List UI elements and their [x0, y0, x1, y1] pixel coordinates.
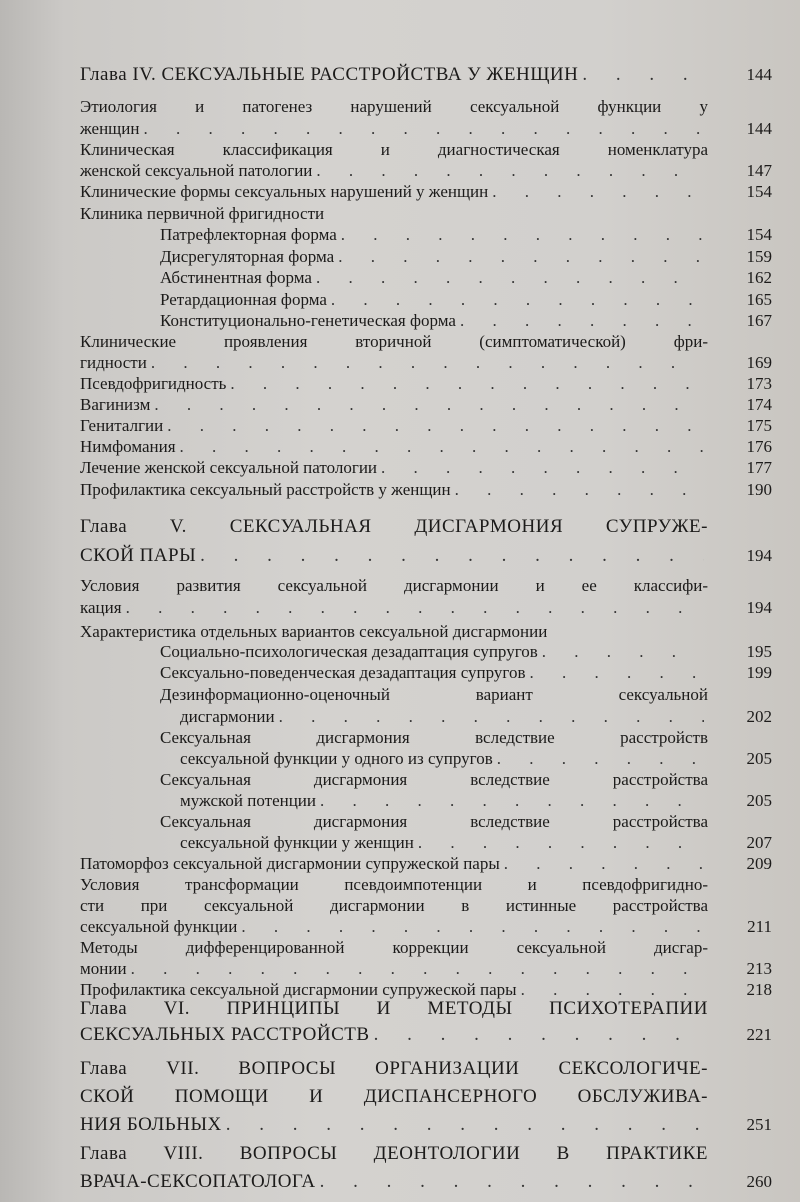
toc-subentry-line	[160, 641, 708, 663]
toc-text: гидности	[80, 353, 147, 372]
toc-text: мужской потенции	[180, 791, 316, 810]
page-number: 174	[746, 395, 772, 414]
toc-text: Сексуальная дисгармония вследствие расстройств	[160, 728, 708, 747]
leader-dots	[338, 246, 704, 268]
toc-text: Конституционально-генетическая форма	[160, 311, 456, 330]
toc-entry-line	[80, 937, 708, 959]
toc-entry-line	[80, 118, 708, 140]
page-number: 154	[746, 225, 772, 244]
toc-text: СКОЙ ПОМОЩИ И ДИСПАНСЕРНОГО ОБСЛУЖИВА-	[80, 1086, 708, 1107]
leader-dots	[492, 181, 704, 203]
page-number: 207	[746, 833, 772, 852]
chapter-heading-line	[80, 545, 708, 567]
page-number: 194	[746, 598, 772, 617]
leader-dots	[374, 1024, 704, 1046]
page-number: 144	[746, 119, 772, 138]
toc-text: кация	[80, 598, 122, 617]
toc-entry-line	[80, 352, 708, 374]
toc-text: женской сексуальной патологии	[80, 161, 313, 180]
leader-dots	[279, 706, 704, 728]
leader-dots	[126, 597, 704, 619]
chapter-heading-line	[80, 1143, 708, 1165]
toc-subentry-line	[160, 246, 708, 268]
toc-entry-line	[80, 621, 708, 643]
toc-text: Клиническая классификация и диагностическая номенклатура	[80, 140, 708, 159]
toc-entry-line	[80, 895, 708, 917]
toc-subentry-line	[160, 310, 708, 332]
toc-text: Этиология и патогенез нарушений сексуальной функции у	[80, 97, 708, 116]
toc-text: Социально-психологическая дезадаптация супругов	[160, 642, 538, 661]
toc-text: Вагинизм	[80, 395, 151, 414]
toc-subentry-line	[180, 790, 708, 812]
leader-dots	[331, 289, 704, 311]
toc-subentry-line	[180, 832, 708, 854]
page-number: 202	[746, 707, 772, 726]
page-number: 144	[746, 65, 772, 84]
toc-text: Гениталгии	[80, 416, 164, 435]
toc-subentry-line	[160, 289, 708, 311]
page-number: 251	[746, 1115, 772, 1134]
toc-entry-line	[80, 597, 708, 619]
toc-entry-line	[80, 479, 708, 501]
page-number: 221	[746, 1025, 772, 1044]
toc-entry-line	[80, 160, 708, 182]
toc-text: монии	[80, 959, 127, 978]
page-number: 211	[747, 917, 772, 936]
leader-dots	[582, 64, 704, 86]
leader-dots	[455, 479, 704, 501]
toc-text: Псевдофригидность	[80, 374, 227, 393]
toc-subentry-line	[160, 727, 708, 749]
page-number: 173	[746, 374, 772, 393]
leader-dots	[320, 1171, 704, 1193]
toc-text: Клинические проявления вторичной (симптоматической) фри-	[80, 332, 708, 351]
leader-dots	[504, 853, 704, 875]
chapter-heading-line	[80, 1086, 708, 1108]
toc-text: СКОЙ ПАРЫ	[80, 545, 197, 566]
toc-text: Дисрегуляторная форма	[160, 247, 335, 266]
chapter-heading-line	[80, 1024, 708, 1046]
toc-text: Нимфомания	[80, 437, 176, 456]
toc-text: Глава VIII. ВОПРОСЫ ДЕОНТОЛОГИИ В ПРАКТИКЕ	[80, 1143, 708, 1164]
leader-dots	[131, 958, 704, 980]
toc-entry-line	[80, 394, 708, 416]
toc-text: дисгармонии	[180, 707, 275, 726]
leader-dots	[341, 224, 704, 246]
page-number: 260	[746, 1172, 772, 1191]
toc-entry-line	[80, 181, 708, 203]
toc-text: сти при сексуальной дисгармонии в истинные расстройства	[80, 896, 708, 915]
leader-dots	[316, 267, 704, 289]
toc-entry-line	[80, 436, 708, 458]
page-number: 190	[746, 480, 772, 499]
toc-subentry-line	[160, 769, 708, 791]
toc-text: Лечение женской сексуальной патологии	[80, 458, 378, 477]
toc-text: Сексуальная дисгармония вследствие расстройства	[160, 812, 708, 831]
toc-entry-line	[80, 203, 708, 225]
toc-text: Патоморфоз сексуальной дисгармонии супружеской пары	[80, 854, 500, 873]
toc-text: женщин	[80, 119, 140, 138]
page-number: 218	[746, 980, 772, 999]
toc-entry-line	[80, 853, 708, 875]
toc-text: Глава VII. ВОПРОСЫ ОРГАНИЗАЦИИ СЕКСОЛОГИЧЕ-	[80, 1058, 708, 1079]
toc-text: Характеристика отдельных вариантов сексуальной дисгармонии	[80, 622, 548, 641]
leader-dots	[151, 352, 704, 374]
toc-text: Патрефлекторная форма	[160, 225, 337, 244]
toc-entry-line	[80, 958, 708, 980]
leader-dots	[460, 310, 704, 332]
toc-text: Клинические формы сексуальных нарушений у женщин	[80, 182, 489, 201]
chapter-heading-line	[80, 516, 708, 538]
page-number: 162	[746, 268, 772, 287]
leader-dots	[200, 545, 704, 567]
toc-subentry-line	[160, 267, 708, 289]
page-number: 175	[746, 416, 772, 435]
toc-text: НИЯ БОЛЬНЫХ	[80, 1114, 222, 1135]
leader-dots	[226, 1114, 704, 1136]
page-number: 167	[746, 311, 772, 330]
toc-text: ВРАЧА-СЕКСОПАТОЛОГА	[80, 1171, 316, 1192]
toc-text: сексуальной функции у одного из супругов	[180, 749, 493, 768]
page-number: 195	[746, 642, 772, 661]
chapter-heading-line	[80, 64, 708, 86]
chapter-heading-line	[80, 1058, 708, 1080]
toc-entry-line	[80, 575, 708, 597]
leader-dots	[542, 641, 704, 663]
leader-dots	[497, 748, 704, 770]
toc-subentry-line	[180, 706, 708, 728]
toc-text: Профилактика сексуальный расстройств у женщин	[80, 480, 451, 499]
leader-dots	[167, 415, 704, 437]
toc-entry-line	[80, 139, 708, 161]
page-number: 199	[746, 663, 772, 682]
page-number: 177	[746, 458, 772, 477]
toc-text: Абстинентная форма	[160, 268, 312, 287]
page-number: 194	[746, 546, 772, 565]
chapter-heading-line	[80, 998, 708, 1020]
toc-subentry-line	[160, 662, 708, 684]
toc-entry-line	[80, 916, 708, 938]
leader-dots	[143, 118, 704, 140]
toc-text: СЕКСУАЛЬНЫХ РАССТРОЙСТВ	[80, 1024, 370, 1045]
toc-text: Глава V. СЕКСУАЛЬНАЯ ДИСГАРМОНИЯ СУПРУЖЕ-	[80, 516, 708, 537]
chapter-heading-line	[80, 1114, 708, 1136]
toc-text: сексуальной функции у женщин	[180, 833, 414, 852]
leader-dots	[418, 832, 704, 854]
toc-entry-line	[80, 331, 708, 353]
toc-entry-line	[80, 373, 708, 395]
toc-text: Дезинформационно-оценочный вариант сексуальной	[160, 685, 708, 704]
toc-text: Методы дифференцированной коррекции сексуальной дисгар-	[80, 938, 708, 957]
page-number: 205	[746, 749, 772, 768]
leader-dots	[230, 373, 704, 395]
leader-dots	[241, 916, 704, 938]
page-number: 165	[746, 290, 772, 309]
toc-text: Профилактика сексуальной дисгармонии супружеской пары	[80, 980, 517, 999]
page-number: 209	[746, 854, 772, 873]
toc-subentry-line	[180, 748, 708, 770]
toc-subentry-line	[160, 224, 708, 246]
toc-text: сексуальной функции	[80, 917, 238, 936]
leader-dots	[316, 160, 704, 182]
toc-entry-line	[80, 457, 708, 479]
page-number: 147	[746, 161, 772, 180]
page-number: 213	[746, 959, 772, 978]
toc-entry-line	[80, 415, 708, 437]
chapter-heading-line	[80, 1171, 708, 1193]
toc-text: Сексуальная дисгармония вследствие расстройства	[160, 770, 708, 789]
toc-text: Ретардационная форма	[160, 290, 327, 309]
toc-text: Сексуально-поведенческая дезадаптация супругов	[160, 663, 526, 682]
toc-text: Глава IV. СЕКСУАЛЬНЫЕ РАССТРОЙСТВА У ЖЕНЩИН	[80, 64, 579, 85]
page-number: 154	[746, 182, 772, 201]
leader-dots	[180, 436, 704, 458]
leader-dots	[529, 662, 704, 684]
page-number: 205	[746, 791, 772, 810]
toc-subentry-line	[160, 811, 708, 833]
toc-text: Клиника первичной фригидности	[80, 204, 325, 223]
page-number: 176	[746, 437, 772, 456]
leader-dots	[381, 457, 704, 479]
toc-text: Условия трансформации псевдоимпотенции и псевдофригидно-	[80, 875, 708, 894]
toc-subentry-line	[160, 684, 708, 706]
page-number: 159	[746, 247, 772, 266]
toc-text: Глава VI. ПРИНЦИПЫ И МЕТОДЫ ПСИХОТЕРАПИИ	[80, 998, 708, 1019]
toc-text: Условия развития сексуальной дисгармонии и ее классифи-	[80, 576, 708, 595]
page-number: 169	[746, 353, 772, 372]
leader-dots	[154, 394, 704, 416]
leader-dots	[320, 790, 704, 812]
toc-entry-line	[80, 96, 708, 118]
toc-entry-line	[80, 874, 708, 896]
